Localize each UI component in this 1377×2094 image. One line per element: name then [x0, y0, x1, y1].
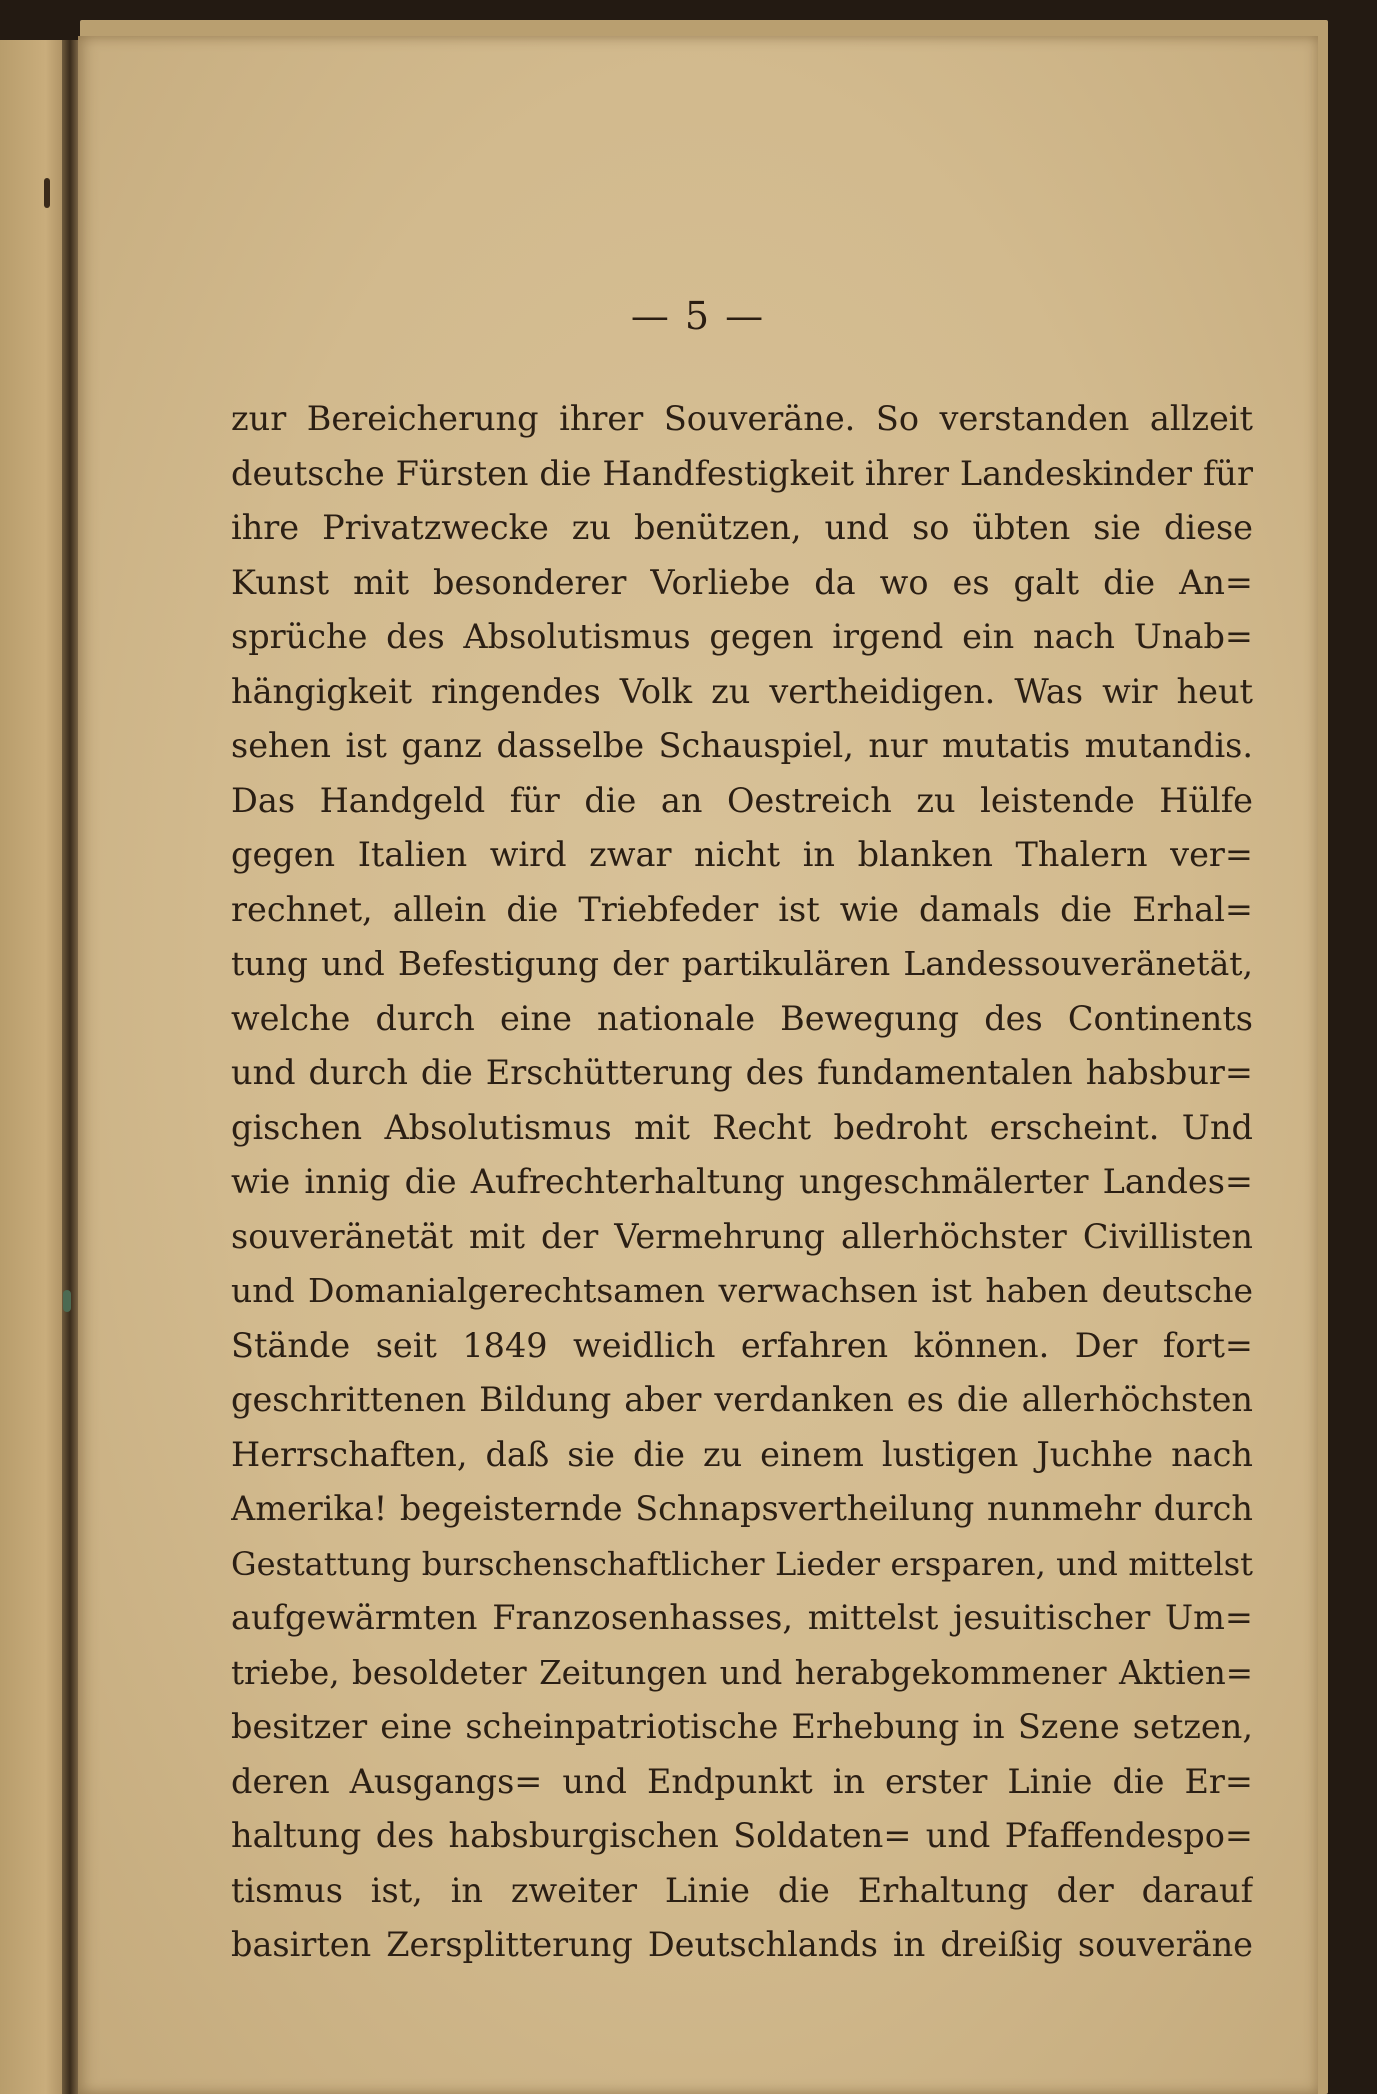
- text-line: Kunst mit besonderer Vorliebe da wo es galt die An=: [231, 562, 1253, 602]
- body-text: [231, 392, 1253, 1973]
- text-line: gischen Absolutismus mit Recht bedroht erscheint. Und: [231, 1107, 1253, 1147]
- text-line: tung und Befestigung der partikulären Landessouveränetät,: [231, 944, 1253, 983]
- text-line: besitzer eine scheinpatriotische Erhebung in Szene setzen,: [231, 1707, 1253, 1746]
- book-page: [78, 36, 1318, 2094]
- text-line: Gestattung burschenschaftlicher Lieder ersparen, und mittelst: [231, 1544, 1253, 1583]
- text-line: sprüche des Absolutismus gegen irgend ein nach Unab=: [231, 617, 1253, 656]
- binding-thread-mark: [63, 1290, 71, 1312]
- text-line: hängigkeit ringendes Volk zu vertheidigen. Was wir heut: [231, 671, 1253, 711]
- text-line: Stände seit 1849 weidlich erfahren können. Der fort=: [231, 1325, 1253, 1365]
- text-line: deren Ausgangs= und Endpunkt in erster Linie die Er=: [231, 1761, 1253, 1801]
- text-line: Herrschaften, daß sie die zu einem lustigen Juchhe nach: [231, 1434, 1253, 1474]
- text-line: triebe, besoldeter Zeitungen und herabgekommener Aktien=: [231, 1653, 1253, 1692]
- binding-thread-mark: [44, 178, 50, 208]
- text-line: wie innig die Aufrechterhaltung ungeschmälerter Landes=: [231, 1162, 1253, 1201]
- text-line: ihre Privatzwecke zu benützen, und so übten sie diese: [231, 508, 1253, 547]
- text-line: haltung des habsburgischen Soldaten= und Pfaffendespo=: [231, 1816, 1253, 1855]
- text-line: und Domanialgerechtsamen verwachsen ist haben deutsche: [231, 1271, 1253, 1310]
- text-line: rechnet, allein die Triebfeder ist wie damals die Erhal=: [231, 889, 1253, 929]
- text-line: Das Handgeld für die an Oestreich zu leistende Hülfe: [231, 780, 1253, 820]
- text-line: aufgewärmten Franzosenhasses, mittelst jesuitischer Um=: [231, 1598, 1253, 1637]
- text-line: welche durch eine nationale Bewegung des Continents: [231, 998, 1253, 1038]
- text-line: und durch die Erschütterung des fundamentalen habsbur=: [231, 1053, 1253, 1092]
- text-line: sehen ist ganz dasselbe Schauspiel, nur mutatis mutandis.: [231, 726, 1253, 765]
- text-line: Amerika! begeisternde Schnapsvertheilung nunmehr durch: [231, 1489, 1253, 1528]
- text-line: deutsche Fürsten die Handfestigkeit ihrer Landeskinder für: [231, 453, 1253, 493]
- text-line: basirten Zersplitterung Deutschlands in dreißig souveräne: [231, 1925, 1253, 1964]
- page-number: — 5 —: [630, 294, 766, 338]
- text-line: souveränetät mit der Vermehrung allerhöchster Civillisten: [231, 1216, 1253, 1256]
- text-line: geschrittenen Bildung aber verdanken es die allerhöchsten: [231, 1380, 1253, 1419]
- text-line: zur Bereicherung ihrer Souveräne. So verstanden allzeit: [231, 399, 1253, 438]
- text-line: gegen Italien wird zwar nicht in blanken Thalern ver=: [231, 835, 1253, 874]
- text-line: tismus ist, in zweiter Linie die Erhaltung der darauf: [231, 1870, 1253, 1910]
- book-spine: [62, 40, 78, 2094]
